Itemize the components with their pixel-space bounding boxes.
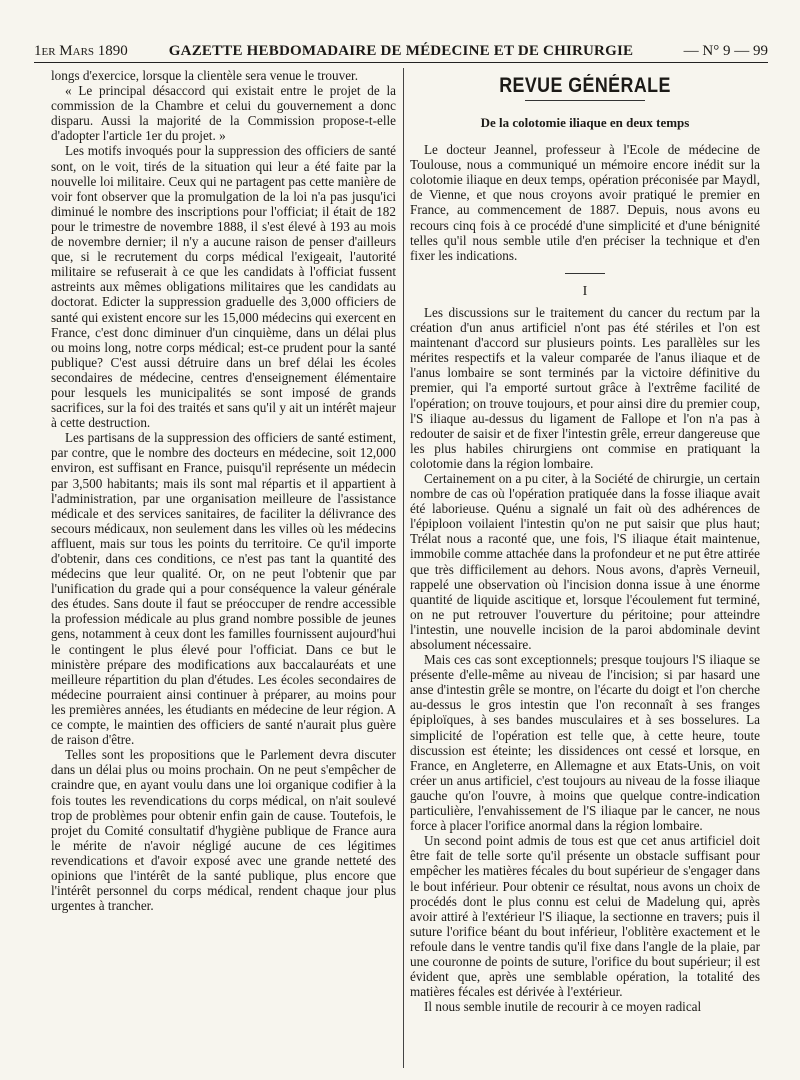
left-column	[51, 68, 396, 1068]
paragraph: Les partisans de la suppression des officiers de santé estiment, par contre, que le nombre des docteurs en médecine, soit 12,000 environ, est suffisant en France, puisqu'il représente un médecin par 3,500 habitants; mais ils sont mal répartis et il appartient à l'administration, par une organisation meilleure de l'assistance médicale et des services sanitaires, de faciliter la délivrance des secours médicaux, non seulement dans les villes où les médecins affluent, mais sur tous les points du territoire. Ce qu'il importe d'obtenir, dans ces conditions, ce n'est pas tant la quantité des médecins que leur qualité. Or, on ne peut l'obtenir que par l'unification du grade qui a pour conséquence la valeur générale des études. Sans doute il faut se préoccuper de rendre accessible la profession médicale au plus grand nombre possible de jeunes gens, notamment à ceux dont les familles fournissent aujourd'hui le contingent le plus élevé pour l'officiat. Dans ce but le ministère prépare des modifications aux baccalauréats et une meilleure répartition du plan d'études. Les écoles secondaires de médecine pourraient ainsi continuer à préparer, au moins pour les premières années, les étudiants en médecine de leur région. A ce compte, le maintien des officiers de santé n'aurait plus guère de raison d'être.	[51, 430, 396, 748]
paragraph: « Le principal désaccord qui existait entre le projet de la commission de la Chambre et celui du gouvernement a donc disparu. Aussi la majorité de la Commission propose-t-elle d'adopter l'article 1er du projet. »	[51, 83, 396, 144]
page-header	[34, 40, 768, 63]
title-rule	[525, 100, 645, 101]
section-title: REVUE GÉNÉRALE	[499, 74, 671, 97]
paragraph: longs d'exercice, lorsque la clientèle sera venue le trouver.	[51, 68, 359, 83]
page-number: — N° 9 — 99	[683, 43, 768, 59]
paragraph: Un second point admis de tous est que cet anus artificiel doit être fait de telle sorte qu'il présente un obstacle suffisant pour empêcher les matières fécales du bout supérieur de s'engager dans le bout inférieur. Pour obtenir ce résultat, nous avons un choix de procédés dont le plus connu est celui de Madelung qui, après avoir attiré à l'extérieur l'S iliaque, la sectionne en travers; puis il suture l'orifice béant du bout inférieur, l'oblitère exactement et le refoule dans le ventre tandis qu'il fixe dans l'angle de la plaie, par une couronne de points de suture, l'orifice du bout supérieur; il est évident que, après une semblable opération, la totalité des matières fécales est dérivée à l'extérieur.	[410, 833, 760, 1000]
paragraph: Il nous semble inutile de recourir à ce moyen radical	[424, 999, 702, 1015]
article-title: De la colotomie iliaque en deux temps	[480, 115, 690, 130]
column-divider	[403, 68, 404, 1068]
paragraph: Certainement on a pu citer, à la Société de chirurgie, un certain nombre de cas où l'opération pratiquée dans la fosse iliaque avait été laborieuse. Quénu a signalé un fait où des adhérences de l'épiploon voilaient l'intestin qu'on ne put saisir que plus haut; Trélat nous a raconté que, une fois, l'S iliaque était maintenue, immobile comme attachée dans la profondeur et ne put être attirée que très difficilement au dehors. Nous avons, d'après Verneuil, rappelé une observation où l'incision donna issue à une énorme quantité de liquide ascitique et, lorsque l'écoulement fut terminé, on ne put retrouver l'ouverture du péritoine; pour atteindre l'intestin, une nouvelle incision de la paroi abdominale devint absolument nécessaire.	[410, 470, 760, 652]
journal-title: GAZETTE HEBDOMADAIRE DE MÉDECINE ET DE CHIRURGIE	[168, 43, 634, 59]
paragraph: Les motifs invoqués pour la suppression des officiers de santé sont, on le voit, tirés de la situation qui leur a été faite par la nouvelle loi militaire. Ceux qui ne partagent pas cette manière de voir font observer que la promulgation de la loi n'a pas jusqu'ici diminué le nombre des inscriptions pour l'officiat; il était de 182 pour le trimestre de novembre 1888, il s'est élevé à 193 au mois de novembre dernier; il n'y a aucune raison de penser d'ailleurs que, si le recrutement du corps médical l'exigeait, l'autorité militaire se refuserait à ce que les candidats à l'officiat fussent astreints aux mêmes obligations militaires que les candidats au doctorat. Edicter la suppression graduelle des 3,000 officiers de santé qui existent encore sur les 15,000 médecins qui exercent en France, c'est donc diminuer d'un cinquième, dans un délai plus ou moins long, notre corps médical; est-ce prudent pour la santé publique? C'est aussi détruire dans un bref délai les écoles secondaires de médecine, centres d'enseignement élémentaire pour lesquels les municipalités se sont imposé de grands sacrifices, sur la foi des traités et sans qu'il y ait un intérêt majeur à cette destruction.	[51, 143, 396, 431]
paragraph: Telles sont les propositions que le Parlement devra discuter dans un délai plus ou moins prochain. On ne peut s'empêcher de craindre que, en ayant voulu dans une loi organique codifier à la fois toutes les revendications du corps médical, on n'ait soulevé trop de problèmes pour obtenir enfin gain de cause. Toutefois, le projet du Comité consultatif d'hygiène publique de France aura le mérite de n'avoir négligé aucune de ces légitimes revendications et d'avoir exposé avec une grande netteté des opinions que l'intérêt de la santé publique, plus encore que l'intérêt personnel du corps médical, rendent chaque jour plus urgentes à trancher.	[51, 747, 396, 914]
right-column	[410, 68, 760, 1068]
paragraph: Mais ces cas sont exceptionnels; presque toujours l'S iliaque se présente d'elle-même au niveau de l'incision; si par hasard une anse d'intestin grêle se montre, on l'écarte du doigt et l'on cherche au-dessus le gros intestin que l'on reconnaît à ses franges épiploïques, à ses bandes musculaires et à ses bosselures. La simplicité de l'opération est telle que, à cette heure, toute discussion est éteinte; les dissidences ont cessé et lorsque, en France, en Angleterre, en Allemagne et aux Etats-Unis, on voit créer un anus artificiel, c'est toujours au niveau de la fosse iliaque gauche qu'on l'ouvre, à moins que quelque contre-indication particulière, l'envahissement de l'S iliaque par le cancer, ne nous force à placer l'orifice anormal dans la région lombaire.	[410, 652, 760, 834]
section-rule	[565, 273, 605, 274]
issue-date: 1er Mars 1890	[34, 43, 128, 59]
section-number: I	[582, 283, 588, 299]
intro-paragraph: Le docteur Jeannel, professeur à l'Ecole de médecine de Toulouse, nous a communiqué un mémoire encore inédit sur la colotomie iliaque en deux temps, opération préconisée par Maydl, de Vienne, et que nous croyons avoir pratiqué le premier en France, au commencement de 1887. Depuis, nous avons eu recours cinq fois à ce procédé d'une simplicité et d'une bénignité telles qu'il nous semble utile d'en préciser la technique et d'en fixer les indications.	[410, 142, 760, 263]
paragraph: Les discussions sur le traitement du cancer du rectum par la création d'un anus artificiel n'ont pas été stériles et l'on est maintenant d'accord sur plusieurs points. Les parallèles sur les mérites respectifs et la valeur comparée de l'anus iliaque et de l'anus lombaire se sont terminés par la victoire définitive du premier, qui l'a emporté surtout grâce à l'extrême facilité de l'opération; on trouve toujours, et pour ainsi dire du premier coup, l'S iliaque au-dessus du ligament de Fallope et l'on n'a pas à redouter de saisir et de fixer l'intestin grêle, erreur dangereuse que les plus habiles chirurgiens ont commise en pratiquant la colotomie dans la région lombaire.	[410, 304, 760, 471]
